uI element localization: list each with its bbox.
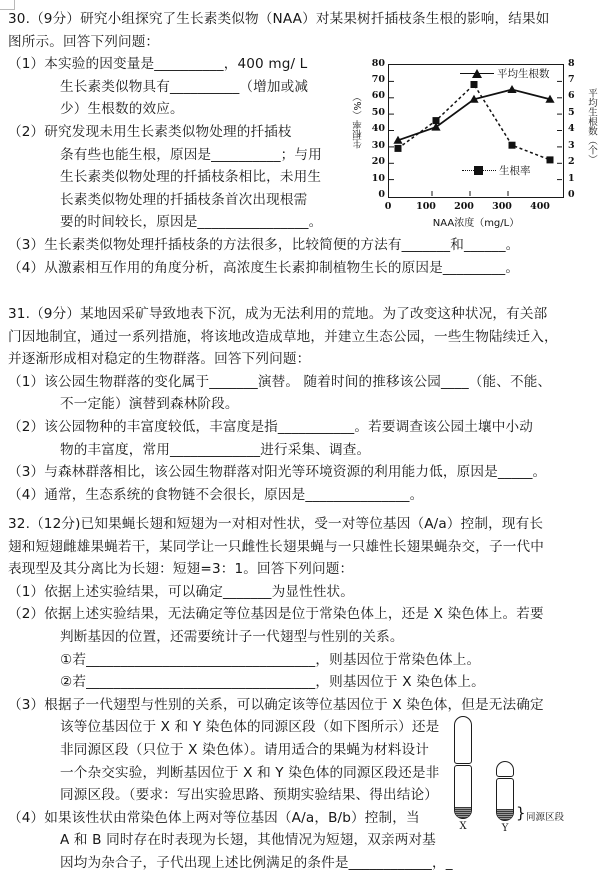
y-chromosome-homologous-region xyxy=(497,809,513,820)
chart-ytick-left: 0 xyxy=(378,189,385,200)
q32-line: 翅和短翅雌雄果蝇若干，某同学让一只雌性长翅果蝇与一只雄性长翅果蝇杂交，子一代中 xyxy=(8,538,545,555)
q31-line: 不一定能）演替到森林阶段。 xyxy=(60,396,239,413)
q32-line: 一个杂交实验，判断基因位于 X 和 Y 染色体的同源区段还是非 xyxy=(60,764,440,781)
chart-ytick-right: 1 xyxy=(568,173,575,184)
chart-ytick-right: 8 xyxy=(568,58,575,69)
q31-line: 31.（9分）某地因采矿导致地表下沉，成为无法利用的荒地。为了改变这种状况，有关部 xyxy=(8,306,548,322)
q30-line: 生长素类似物处理的扦插枝条相比，未用生 xyxy=(60,169,322,186)
q30-line: 图所示。回答下列问题： xyxy=(8,33,160,50)
q32-line: （1）依据上述实验结果，可以确定_______为显性性状。 xyxy=(8,583,355,600)
q31-line: 门因地制宜，通过一系列措施，将该地改造成草地，并建立生态公园，一些生物陆续迁入， xyxy=(8,328,558,345)
x-chromosome-upper-arm xyxy=(454,716,472,764)
xy-chromosome-diagram xyxy=(452,716,608,868)
q30-line: 30.（9分）研究小组探究了生长素类似物（NAA）对某果树扦插枝条生根的影响，结果如 xyxy=(8,11,550,27)
chart-xtick: 0 xyxy=(384,201,392,212)
x-chromosome-lower-arm xyxy=(454,765,472,819)
q32-line: （2）依据上述实验结果，无法确定等位基因是位于常染色体上，还是 X 染色体上。若要 xyxy=(8,606,544,623)
question-31 xyxy=(8,303,558,506)
chart-y2-axis-label: 平均生根数（个） xyxy=(586,88,597,164)
y-chromosome-lower-arm xyxy=(496,778,514,821)
x-chromosome xyxy=(454,716,472,832)
homologous-region-brace-icon: } xyxy=(516,804,526,822)
chart-ytick-right: 6 xyxy=(568,90,575,101)
q30-line: 少）生根数的效应。 xyxy=(60,101,184,118)
chart-ytick-right: 2 xyxy=(568,156,575,167)
q30-line: 要的时间较长，原因是________________。 xyxy=(60,214,323,231)
chart-ytick-left: 60 xyxy=(371,90,385,101)
q32-line: 该等位基因位于 X 和 Y 染色体的同源区段（如下图所示）还是 xyxy=(60,719,440,736)
chart-ytick-right: 7 xyxy=(568,74,575,85)
q30-line: （4）从激素相互作用的角度分析，高浓度生长素抑制植物生长的原因是_________。 xyxy=(8,259,520,276)
chart-xtick: 200 xyxy=(454,201,474,212)
chart-ytick-left: 40 xyxy=(371,123,385,134)
chart-legend-avg-root-number xyxy=(460,66,550,81)
chart-ytick-left: 30 xyxy=(371,140,385,151)
y-chromosome xyxy=(496,761,514,834)
q30-line: （3）生长素类似物处理扦插枝条的方法很多，比较简便的方法有_______和______。 xyxy=(8,236,520,253)
naa-rooting-chart xyxy=(353,58,604,234)
chart-xtick: 300 xyxy=(492,201,512,212)
chart-ytick-left: 70 xyxy=(371,74,385,85)
legend-line-square-icon xyxy=(462,166,496,176)
chart-ytick-right: 5 xyxy=(568,107,575,118)
chart-ytick-right: 4 xyxy=(568,123,575,134)
y-chromosome-label: Y xyxy=(501,823,509,834)
y-chromosome-upper-arm xyxy=(496,761,514,777)
chart-ytick-right: 3 xyxy=(568,140,575,151)
chart-xtick: 100 xyxy=(416,201,436,212)
chart-legend-rooting-rate xyxy=(462,163,531,178)
x-chromosome-label: X xyxy=(459,821,467,832)
chart-y-axis-label: 生根率（%） xyxy=(353,92,364,149)
q31-line: （1）该公园生物群落的变化属于_______演替。 随着时间的推移该公园____（能、不能、 xyxy=(8,373,552,390)
chart-ytick-left: 10 xyxy=(371,173,385,184)
q32-line: 同源区段。（要求：写出实验思路、预期实验结果、得出结论） xyxy=(60,787,439,804)
q32-line: ②若_________________________________，则基因位于 X 染色体上。 xyxy=(60,674,485,691)
q30-line: 条有些也能生根，原因是__________；与用 xyxy=(60,146,322,163)
chart-ytick-left: 50 xyxy=(371,107,385,118)
q32-line: A 和 B 同时存在时表现为长翅，其他情况为短翅，双亲两对基 xyxy=(60,832,436,849)
legend-label: 生根率 xyxy=(499,165,531,177)
q32-line: ①若_________________________________，则基因位于常染色体上。 xyxy=(60,651,481,668)
q32-line: 32.（12分)已知果蝇长翅和短翅为一对相对性状，受一对等位基因（A/a）控制，现有长 xyxy=(8,516,544,532)
chart-ytick-right: 0 xyxy=(568,189,575,200)
homologous-region-label: 同源区段 xyxy=(526,812,565,823)
q31-line: 并逐渐形成相对稳定的生物群落。回答下列问题： xyxy=(8,351,311,368)
legend-label: 平均生根数 xyxy=(497,68,550,80)
chart-ytick-left: 80 xyxy=(371,58,385,69)
q30-line: 生长素类似物具有__________（增加或减 xyxy=(60,78,309,95)
q30-line: 长素类似物处理的扦插枝条首次出现根需 xyxy=(60,191,308,208)
chart-xtick: 400 xyxy=(530,201,550,212)
x-chromosome-homologous-region xyxy=(455,807,471,818)
q32-line: （4）如果该性状由常染色体上两对等位基因（A/a，B/b）控制，当 xyxy=(8,809,420,826)
chart-ytick-left: 20 xyxy=(371,156,385,167)
q31-line: （4）通常，生态系统的食物链不会很长，原因是_______________。 xyxy=(8,486,424,503)
q32-line: 因均为杂合子，子代出现上述比例满足的条件是____________，_ xyxy=(60,854,453,871)
q32-line: （3）根据子一代翅型与性别的关系，可以确定该等位基因位于 X 染色体，但是无法确定 xyxy=(8,696,544,713)
q31-line: （2）该公园物种的丰富度较低，丰富度是指___________。若要调查该公园土壤中小动 xyxy=(8,418,534,435)
q32-line: 表现型及其分离比为长翅：短翅=3：1。回答下列问题： xyxy=(8,561,354,578)
q31-line: 物的丰富度，常用_____________进行采集、调查。 xyxy=(60,441,371,458)
q30-line: （2）研究发现未用生长素类似物处理的扦插枝 xyxy=(8,123,292,140)
chart-x-axis-label: NAA浓度（mg/L） xyxy=(432,218,520,229)
q30-line: （1）本实验的因变量是__________，400 mg/ L xyxy=(8,56,308,73)
q32-line: 非同源区段（只位于 X 染色体）。请用适合的果蝇为材料设计 xyxy=(60,741,429,758)
q32-line: 判断基因的位置，还需要统计子一代翅型与性别的关系。 xyxy=(60,628,404,645)
q31-line: （3）与森林群落相比，该公园生物群落对阳光等环境资源的利用能力低，原因是_____。 xyxy=(8,464,547,481)
legend-line-triangle-icon xyxy=(460,69,494,79)
